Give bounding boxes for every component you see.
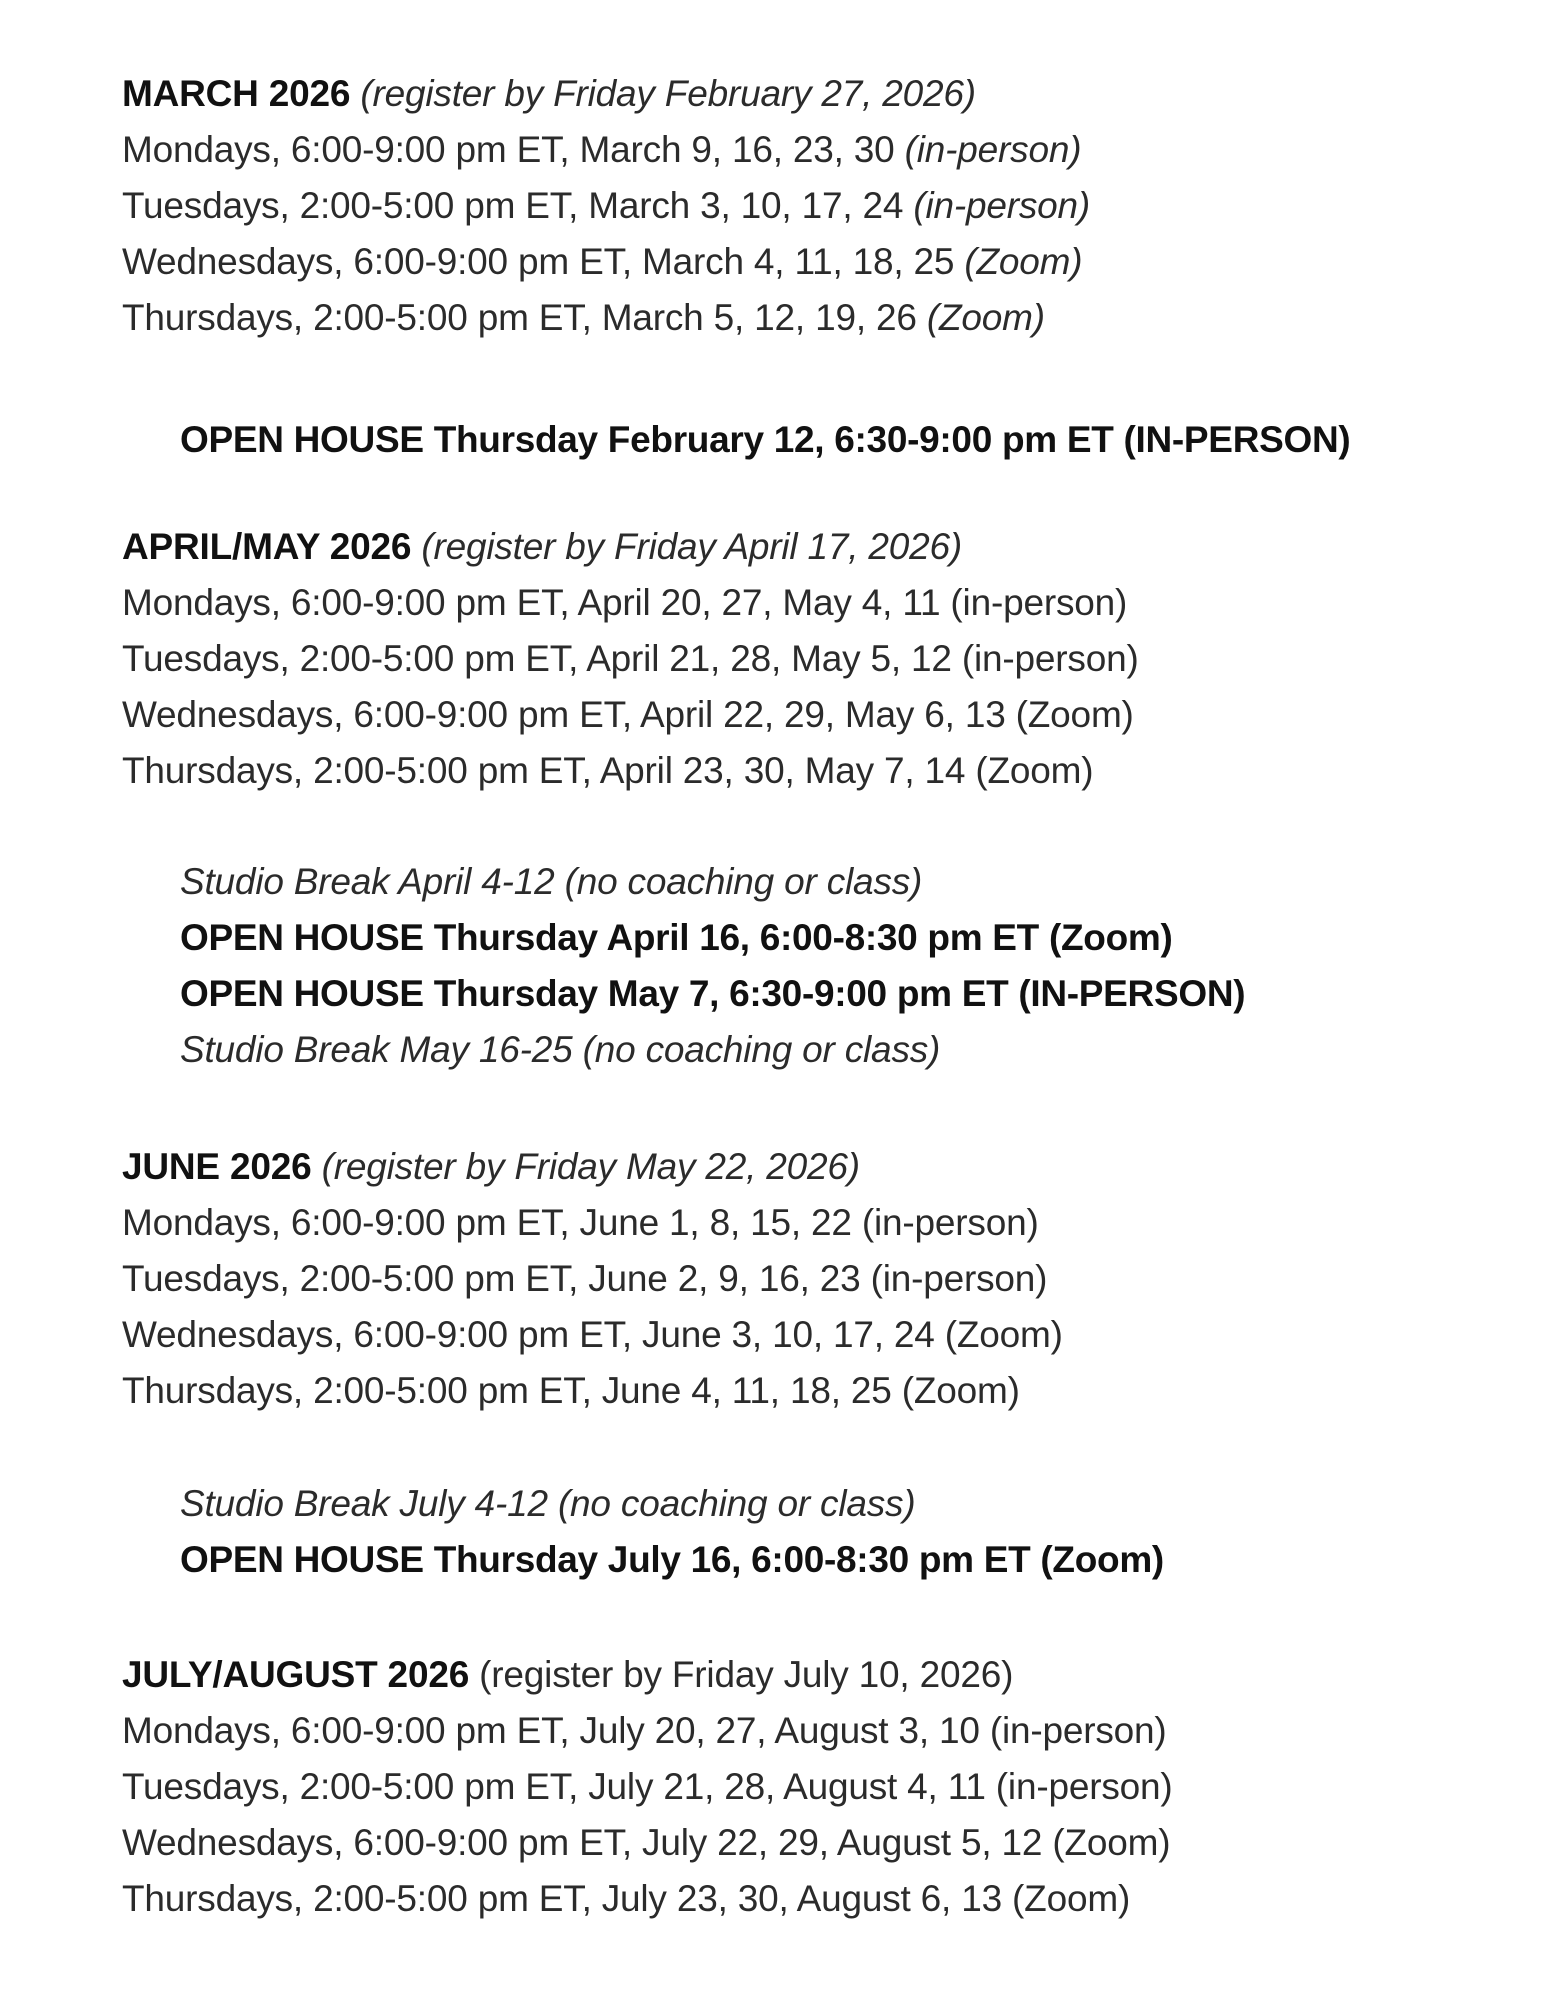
schedule-row: Thursdays, 2:00-5:00 pm ET, April 23, 30, May 7, 14 (Zoom) [122, 750, 1094, 791]
schedule-row: Tuesdays, 2:00-5:00 pm ET, July 21, 28, August 4, 11 (in-person) [122, 1766, 1173, 1807]
schedule-row [122, 240, 1082, 284]
section-heading-march [122, 72, 976, 116]
row-mode: (Zoom) [964, 241, 1083, 282]
schedule-row: Mondays, 6:00-9:00 pm ET, July 20, 27, August 3, 10 (in-person) [122, 1710, 1167, 1751]
row-mode: (Zoom) [926, 297, 1045, 338]
row-text: Mondays, 6:00-9:00 pm ET, March 9, 16, 23, 30 [122, 129, 895, 170]
schedule-row: Mondays, 6:00-9:00 pm ET, April 20, 27, May 4, 11 (in-person) [122, 582, 1128, 623]
schedule-row: Thursdays, 2:00-5:00 pm ET, July 23, 30, August 6, 13 (Zoom) [122, 1878, 1131, 1919]
schedule-row: Wednesdays, 6:00-9:00 pm ET, April 22, 29, May 6, 13 (Zoom) [122, 694, 1134, 735]
register-deadline: (register by Friday February 27, 2026) [360, 73, 976, 114]
open-house-april: OPEN HOUSE Thursday April 16, 6:00-8:30 pm ET (Zoom) [180, 917, 1173, 958]
section-heading-july-august [122, 1653, 1013, 1697]
register-deadline: (register by Friday July 10, 2026) [479, 1654, 1014, 1695]
row-mode: (in-person) [904, 129, 1082, 170]
schedule-row [122, 128, 1081, 172]
schedule-row: Tuesdays, 2:00-5:00 pm ET, June 2, 9, 16, 23 (in-person) [122, 1258, 1048, 1299]
row-mode: (in-person) [913, 185, 1091, 226]
open-house-february: OPEN HOUSE Thursday February 12, 6:30-9:00 pm ET (IN-PERSON) [180, 419, 1351, 460]
row-text: Thursdays, 2:00-5:00 pm ET, March 5, 12, 19, 26 [122, 297, 917, 338]
section-title: MARCH 2026 [122, 73, 351, 114]
schedule-row: Tuesdays, 2:00-5:00 pm ET, April 21, 28, May 5, 12 (in-person) [122, 638, 1139, 679]
register-deadline: (register by Friday May 22, 2026) [321, 1146, 860, 1187]
section-title: APRIL/MAY 2026 [122, 526, 412, 567]
schedule-row: Mondays, 6:00-9:00 pm ET, June 1, 8, 15, 22 (in-person) [122, 1202, 1039, 1243]
studio-break-april: Studio Break April 4-12 (no coaching or class) [180, 861, 923, 902]
studio-break-may: Studio Break May 16-25 (no coaching or class) [180, 1029, 941, 1070]
open-house-july: OPEN HOUSE Thursday July 16, 6:00-8:30 pm ET (Zoom) [180, 1539, 1164, 1580]
studio-break-july: Studio Break July 4-12 (no coaching or class) [180, 1483, 916, 1524]
section-title: JUNE 2026 [122, 1146, 312, 1187]
section-title: JULY/AUGUST 2026 [122, 1654, 470, 1695]
row-text: Tuesdays, 2:00-5:00 pm ET, March 3, 10, 17, 24 [122, 185, 904, 226]
section-heading-april-may [122, 525, 962, 569]
schedule-row: Wednesdays, 6:00-9:00 pm ET, June 3, 10, 17, 24 (Zoom) [122, 1314, 1063, 1355]
schedule-row: Wednesdays, 6:00-9:00 pm ET, July 22, 29, August 5, 12 (Zoom) [122, 1822, 1171, 1863]
register-deadline: (register by Friday April 17, 2026) [421, 526, 963, 567]
open-house-may: OPEN HOUSE Thursday May 7, 6:30-9:00 pm ET (IN-PERSON) [180, 973, 1246, 1014]
schedule-row: Thursdays, 2:00-5:00 pm ET, June 4, 11, 18, 25 (Zoom) [122, 1370, 1020, 1411]
section-heading-june [122, 1145, 860, 1189]
schedule-row [122, 296, 1045, 340]
row-text: Wednesdays, 6:00-9:00 pm ET, March 4, 11, 18, 25 [122, 241, 955, 282]
schedule-row [122, 184, 1090, 228]
